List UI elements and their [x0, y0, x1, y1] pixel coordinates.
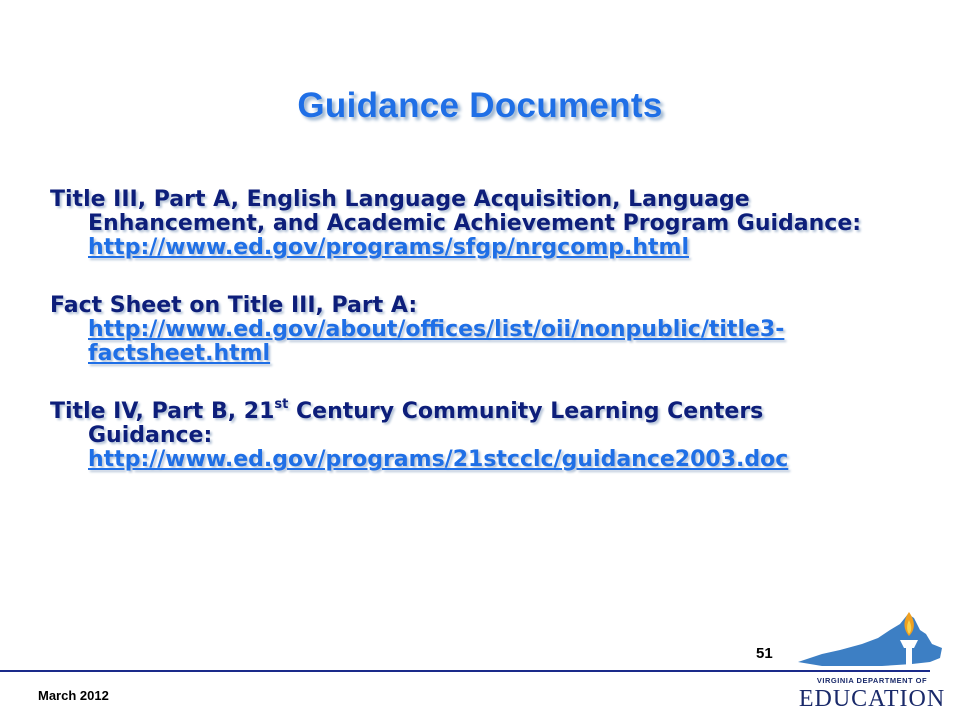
fact-sheet-link-continued[interactable]: factsheet.html	[88, 341, 271, 366]
page-title: Guidance Documents	[297, 86, 663, 125]
footer-divider	[0, 670, 930, 672]
ordinal-superscript: st	[274, 396, 289, 412]
entry-text-line: Guidance:	[88, 423, 213, 448]
logo-text-top: VIRGINIA DEPARTMENT OF	[816, 676, 928, 685]
guidance-link[interactable]: http://www.ed.gov/programs/21stcclc/guidance2003.doc	[88, 447, 789, 472]
page-number: 51	[756, 645, 773, 662]
virginia-state-torch-icon	[792, 604, 952, 676]
entry-text-line	[50, 396, 910, 424]
entry-text-line: Title III, Part A, English Language Acquisition, Language	[50, 187, 750, 212]
entry-text-line: Fact Sheet on Title III, Part A:	[50, 293, 418, 318]
vdoe-logo	[792, 604, 952, 714]
guidance-link[interactable]: http://www.ed.gov/programs/sfgp/nrgcomp.html	[88, 235, 689, 260]
fact-sheet-link[interactable]: http://www.ed.gov/about/offices/list/oii/nonpublic/title3-	[88, 317, 785, 342]
logo-text-bottom: EDUCATION	[798, 686, 946, 712]
guidance-entry-title-iii	[50, 188, 910, 260]
footer-date: March 2012	[38, 688, 109, 703]
guidance-entry-title-iv	[50, 396, 910, 472]
entry-text-prefix: Title IV, Part B, 21	[50, 399, 275, 424]
document-list	[50, 188, 910, 506]
entry-text-suffix: Century Community Learning Centers	[288, 399, 764, 424]
guidance-entry-fact-sheet	[50, 294, 910, 366]
entry-text-line: Enhancement, and Academic Achievement Program Guidance:	[88, 211, 862, 236]
